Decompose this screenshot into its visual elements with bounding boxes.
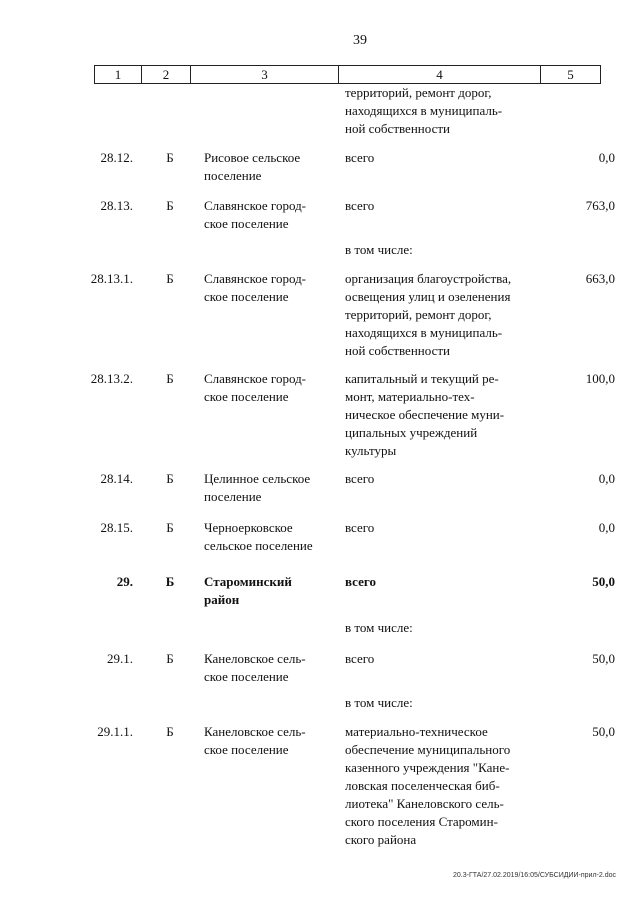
row-number: 29.1.1. (97, 724, 133, 739)
subheading: в том числе: (345, 620, 413, 635)
row-amount: 763,0 (585, 198, 615, 213)
row-amount: 50,0 (592, 574, 615, 589)
row-type: Б (166, 271, 174, 286)
row-description: всего (345, 471, 375, 486)
row-number: 28.14. (100, 471, 133, 486)
row-description: организация благоустройства, освещения улиц и озеленения территорий, ремонт дорог, находящихся в муниципаль- ной собственности (345, 271, 512, 358)
row-type: Б (166, 520, 174, 535)
header-col-2: 2 (142, 66, 191, 83)
row-type: Б (166, 198, 174, 213)
row-description: всего (345, 651, 375, 666)
row-number: 29. (116, 574, 133, 589)
row-name: Староминский район (204, 574, 292, 607)
row-type: Б (166, 651, 174, 666)
row-number: 28.13.1. (90, 271, 133, 286)
row-name: Канеловское сель- ское поселение (204, 724, 306, 757)
row-amount: 663,0 (585, 271, 615, 286)
row-type: Б (166, 371, 174, 386)
row-name: Славянское город- ское поселение (204, 198, 307, 231)
row-description: всего (345, 520, 375, 535)
file-path-footer: 20.3-ГТА/27.02.2019/16:05/СУБСИДИИ-прил-2.doc (453, 872, 616, 879)
row-number: 28.13. (100, 198, 133, 213)
row-name: Целинное сельское поселение (204, 471, 311, 504)
row-number: 28.12. (100, 150, 133, 165)
row-type: Б (165, 574, 175, 589)
row-description: всего (345, 198, 375, 213)
row-description: капитальный и текущий ре- монт, материально-тех- ническое обеспечение муни- ципальных учреждений культуры (345, 371, 505, 458)
row-amount: 0,0 (598, 471, 615, 486)
continued-description: территорий, ремонт дорог, находящихся в муниципаль- ной собственности (345, 85, 503, 136)
row-name: Славянское город- ское поселение (204, 271, 307, 304)
row-type: Б (166, 150, 174, 165)
row-type: Б (166, 724, 174, 739)
row-description: всего (345, 574, 376, 589)
row-type: Б (166, 471, 174, 486)
subheading: в том числе: (345, 695, 413, 710)
row-amount: 50,0 (592, 724, 615, 739)
header-col-5: 5 (567, 67, 574, 82)
row-number: 29.1. (107, 651, 133, 666)
header-col-1: 1 (95, 66, 142, 83)
header-col-4: 4 (339, 66, 541, 83)
row-name: Канеловское сель- ское поселение (204, 651, 306, 684)
row-description: материально-техническое обеспечение муниципального казенного учреждения "Кане- ловская поселенческая биб- лиотека" Канеловского сель- ского поселения Старомин- ского района (345, 724, 511, 847)
row-number: 28.13.2. (90, 371, 133, 386)
row-name: Славянское город- ское поселение (204, 371, 307, 404)
header-col-3: 3 (191, 66, 339, 83)
row-name: Рисовое сельское поселение (204, 150, 301, 183)
table-header (94, 65, 601, 84)
row-amount: 0,0 (598, 150, 615, 165)
page-number: 39 (353, 33, 367, 48)
row-description: всего (345, 150, 375, 165)
row-number: 28.15. (100, 520, 133, 535)
row-amount: 0,0 (598, 520, 615, 535)
row-amount: 50,0 (592, 651, 615, 666)
subheading: в том числе: (345, 242, 413, 257)
row-name: Черноерковское сельское поселение (204, 520, 313, 553)
row-amount: 100,0 (585, 371, 615, 386)
